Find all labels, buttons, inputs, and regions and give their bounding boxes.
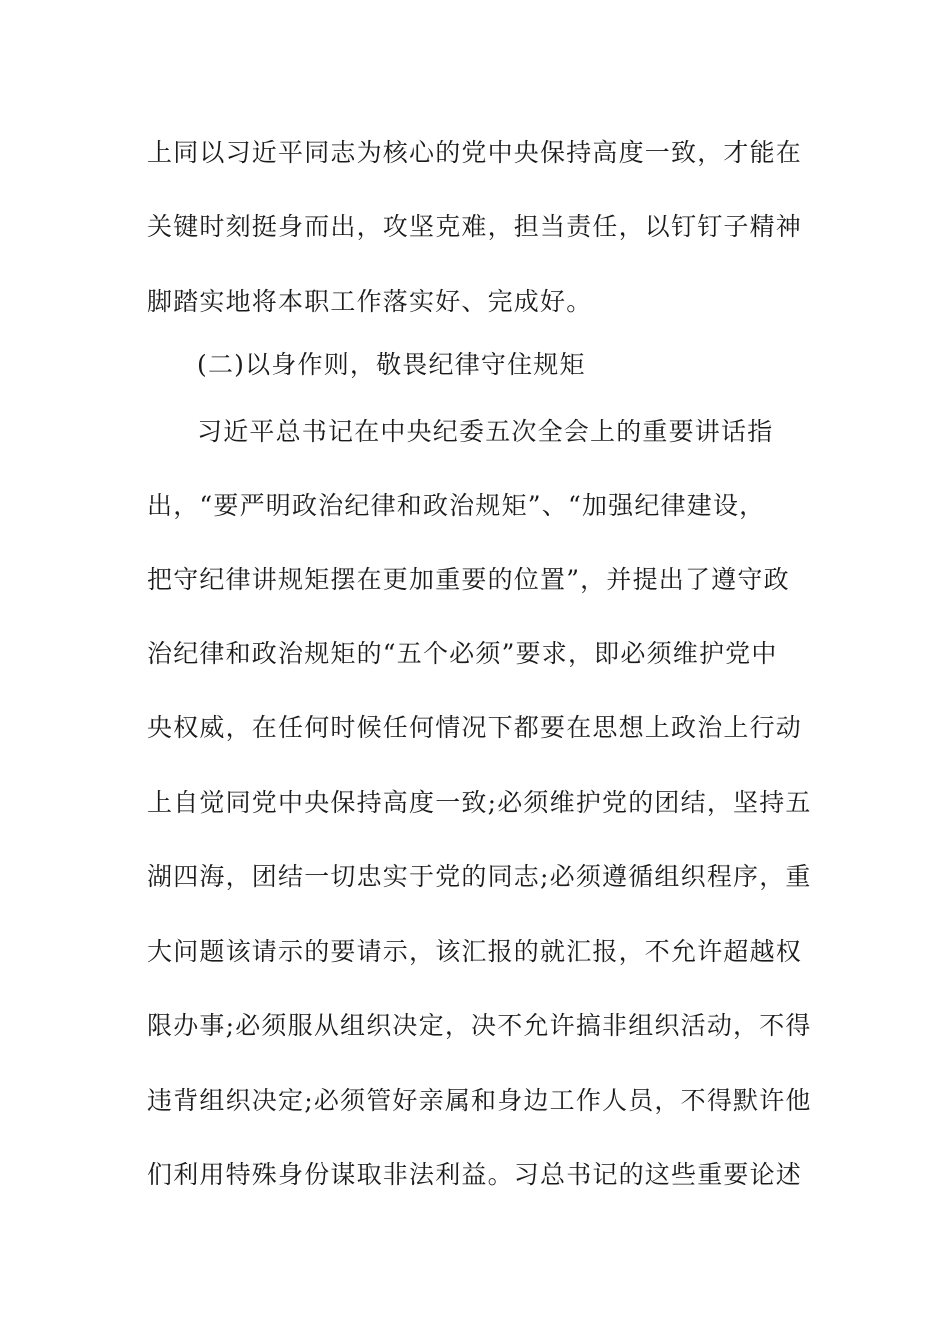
section-heading: (二)以身作则，敬畏纪律守住规矩	[197, 350, 586, 379]
paragraph-line: 们利用特殊身份谋取非法利益。习总书记的这些重要论述	[147, 1160, 803, 1189]
paragraph-line: 关键时刻挺身而出，攻坚克难，担当责任，以钉钉子精神	[147, 212, 803, 241]
paragraph-line: 习近平总书记在中央纪委五次全会上的重要讲话指	[197, 417, 774, 446]
paragraph-line: 治纪律和政治规矩的“五个必须”要求，即必须维护党中	[147, 639, 778, 668]
paragraph-line: 限办事;必须服从组织决定，决不允许搞非组织活动，不得	[147, 1011, 812, 1040]
paragraph-line: 大问题该请示的要请示，该汇报的就汇报，不允许超越权	[147, 937, 803, 966]
paragraph-line: 上同以习近平同志为核心的党中央保持高度一致，才能在	[147, 138, 803, 167]
paragraph-line: 湖四海，团结一切忠实于党的同志;必须遵循组织程序，重	[147, 862, 812, 891]
paragraph-line: 上自觉同党中央保持高度一致;必须维护党的团结，坚持五	[147, 788, 812, 817]
paragraph-line: 出，“要严明政治纪律和政治规矩”、“加强纪律建设，	[147, 491, 766, 520]
paragraph-line: 央权威，在任何时候任何情况下都要在思想上政治上行动	[147, 713, 803, 742]
paragraph-line: 脚踏实地将本职工作落实好、完成好。	[147, 287, 593, 316]
paragraph-line: 把守纪律讲规矩摆在更加重要的位置”，并提出了遵守政	[147, 565, 790, 594]
paragraph-line: 违背组织决定;必须管好亲属和身边工作人员，不得默许他	[147, 1086, 812, 1115]
